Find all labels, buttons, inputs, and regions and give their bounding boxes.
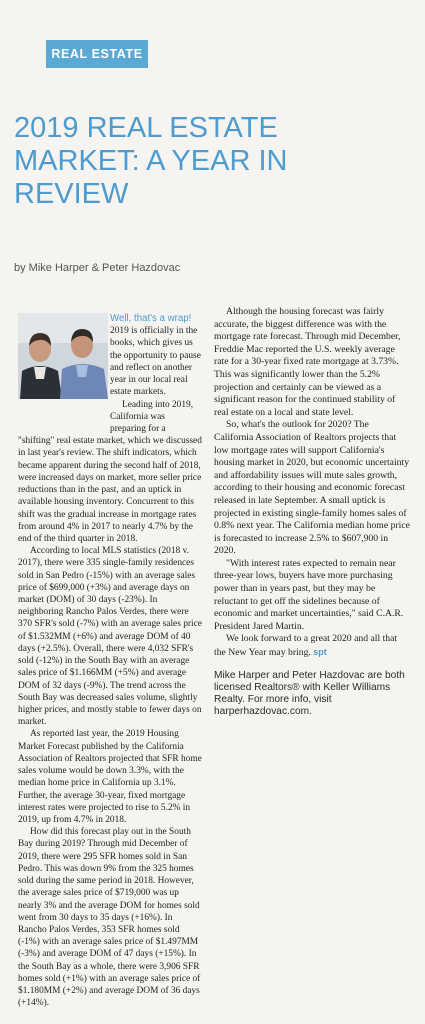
article-column-right (214, 306, 410, 718)
byline: by Mike Harper & Peter Hazdovac (14, 262, 181, 274)
paragraph-1-text: 2019 is officially in the books, which gives us the opportunity to pause and reflect on another year in our local real estate markets. (110, 326, 201, 398)
paragraph-9-text: We look forward to a great 2020 and all that the New Year may bring. (214, 633, 398, 659)
paragraph-7: So, what's the outlook for 2020? The California Association of Realtors projects that low mortgage rates will support California's housing market in 2020, but economic uncertainty and affordability issues will mute sales growth, according to their housing and economic forecast released in late September. A small uptick is projected in existing single-family homes sales of 0.8% next year. The California median home price is forecasted to increase 2.5% to $607,900 in 2020. (214, 419, 410, 557)
article-title: 2019 REAL ESTATE MARKET: A YEAR IN REVIEW (14, 112, 288, 210)
paragraph-8: "With interest rates expected to remain near three-year lows, buyers have more purchasing power than in years past, but they may be reluctant to get off the sidelines because of economic and market uncertainties," said C.A.R. President Jared Martin. (214, 557, 404, 632)
paragraph-2: Leading into 2019, California was preparing for a "shifting" real estate market, which we discussed in last year's review. The shift indicators, which became apparent during the second half of 2018, were increased days on market, more seller price reductions than in the past, and an uptick in available housing inventory. Concurrent to this shift was the gradual increase in mortgage rates from around 4% in 2017 to nearly 4.7% by the end of the third quarter in 2018. (18, 399, 202, 544)
section-banner: REAL ESTATE (46, 40, 148, 68)
paragraph-3: According to local MLS statistics (2018 v. 2017), there were 335 single-family residences sold in San Pedro (-15%) with an average sales price of $699,000 (+3%) and average days on market (DOM) of 30 days (-23%). In neighboring Rancho Palos Verdes, there were 370 SFR's sold (-7%) with an average sales price of $1.532MM (+6%) and average DOM of 40 days (+2.5%). Overall, there were 4,032 SFR's sold (-12%) in the South Bay with an average sales price of $1.166MM (+5%) and average DOM of 32 days (-9%). The trend across the South Bay was decreased sales volume, slightly higher prices, and mostly stable to fewer days on market. (18, 546, 202, 728)
paragraph-6: Although the housing forecast was fairly accurate, the biggest difference was with the mortgage rate forecast. Through mid December, Freddie Mac reported the U.S. weekly average rate for a 30-year fixed rate mortgage at 3.73%. This was significantly lower than the 5.2% projection and certainly can be viewed as a significant reason for the continued stability of real estate on a local and state level. (214, 306, 401, 418)
paragraph-4: As reported last year, the 2019 Housing Market Forecast published by the California Association of Realtors projected that SFR home sales volume would be down 3.3%, with the median home price in California up 3.1%. Further, the average 30-year, fixed mortgage interest rates were projected to rise to 5.2% in 2019, up from 4.7% in 2018. (18, 729, 202, 825)
paragraph-5: How did this forecast play out in the South Bay during 2019? Through mid December of 2019, there were 295 SFR homes sold in San Pedro. This was down 9% from the 325 homes sold during the same period in 2018. However, the average sales price of $719,000 was up nearly 3% and the average DOM for homes sold went from 30 days to 35 days (+16%). In Rancho Palos Verdes, 353 SFR homes sold (-1%) with an average sales price of $1.497MM (-3%) and average DOM of 47 days (+15%). In the South Bay as a whole, there were 3,906 SFR homes sold (+1%) with an average sales price of $1.180MM (+2%) and average DOM of 36 days (+14%). (18, 827, 201, 1009)
author-bio: Mike Harper and Peter Hazdovac are both licensed Realtors® with Keller Williams Realty. For more info, visit harperhazdovac.com. (214, 669, 405, 718)
article-column-left (18, 313, 202, 1009)
lead-in: Well, that's a wrap! (110, 313, 192, 324)
end-mark: spt (313, 647, 327, 658)
paragraph-9 (214, 633, 410, 659)
